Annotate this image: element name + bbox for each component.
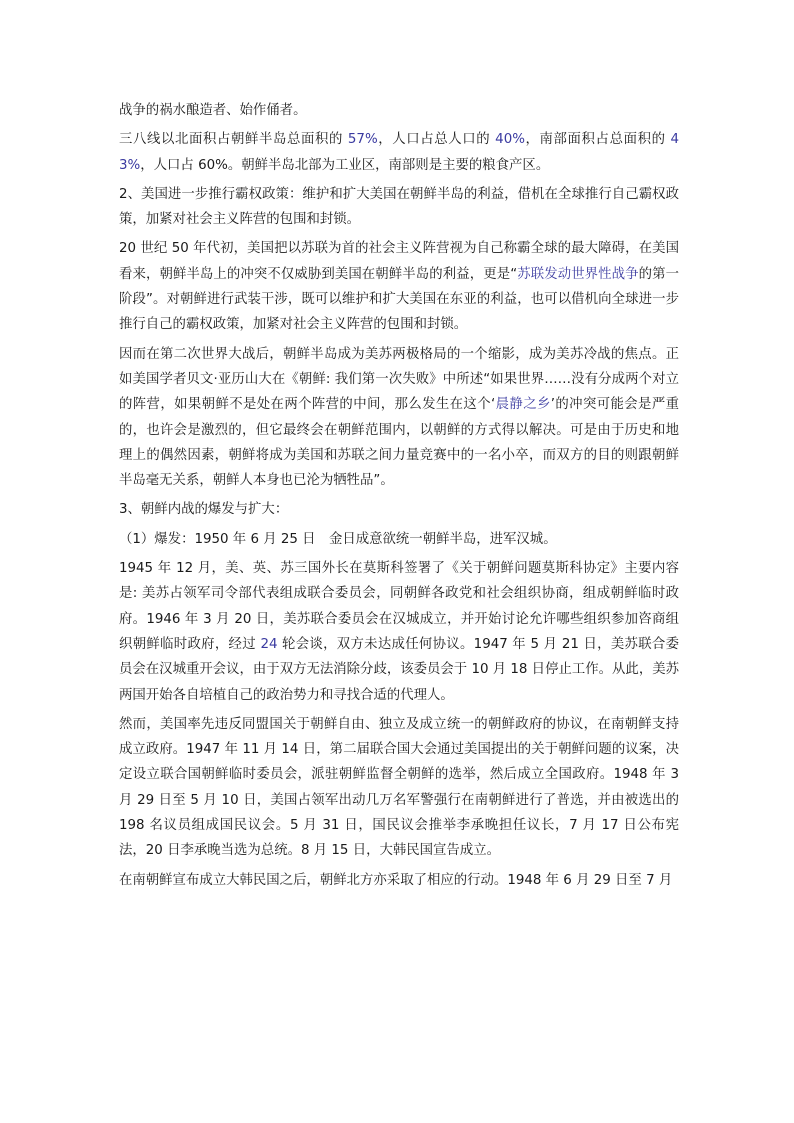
text-segment: ’的冲突可能会是严重的，也许会是激烈的，但它最终会在朝鲜范围内，以朝鲜的方式得以解决。可是由于历史和地理上的偶然因素，朝鲜将成为美国和苏联之间力量竞赛中的一名小卒，而双方的目的则跟朝鲜半岛毫无关系，朝鲜人本身也已沦为牺牲品”。 [119, 397, 679, 489]
paragraph [119, 236, 679, 337]
paragraph [119, 868, 679, 893]
paragraph [119, 182, 679, 233]
text-segment: 20 世纪 50 年代初，美国把以苏联为首的社会主义阵营视为自己称霸全球的最大障碍，在美国看来，朝鲜半岛上的冲突不仅威胁到美国在朝鲜半岛的利益，更是“ [119, 241, 679, 282]
text-segment: 三八线以北面积占朝鲜半岛总面积的 [119, 132, 348, 148]
highlighted-text: 43% [119, 132, 679, 173]
paragraph [119, 497, 679, 522]
document-page [119, 98, 679, 897]
paragraph [119, 127, 679, 178]
text-segment: 3、朝鲜内战的爆发与扩大： [119, 502, 289, 518]
paragraph [119, 527, 679, 552]
text-segment: 在南朝鲜宣布成立大韩民国之后，朝鲜北方亦采取了相应的行动。1948 年 6 月 29 日至 7 月 [119, 872, 673, 888]
text-segment: ，南部面积占总面积的 [524, 132, 671, 148]
text-segment: 战争的祸水酿造者、始作俑者。 [119, 103, 307, 118]
text-segment: 因而在第二次世界大战后，朝鲜半岛成为美苏两极格局的一个缩影，成为美苏冷战的焦点。正如美国学者贝文·亚历山大在《朝鲜: 我们第一次失败》中所述“如果世界……没有分成两个对立的阵营，如果朝鲜不是处在两个阵营的中间，那么发生在这个‘ [119, 346, 679, 413]
paragraph [119, 556, 679, 708]
text-segment: 然而，美国率先违反同盟国关于朝鲜自由、独立及成立统一的朝鲜政府的协议，在南朝鲜支持成立政府。1947 年 11 月 14 日，第二届联合国大会通过美国提出的关于朝鲜问题的议案，决定设立联合国朝鲜临时委员会，派驻朝鲜监督全朝鲜的选举，然后成立全国政府。1948 年 3 月 29 日至 5 月 10 日，美国占领军出动几万名军警强行在南朝鲜进行了普选，并由被选出的 198 名议员组成国民议会。5 月 31 日，国民议会推举李承晚担任议长，7 月 17 日公布宪法，20 日李承晚当选为总统。8 月 15 日，大韩民国宣告成立。 [119, 716, 679, 859]
text-segment: 轮会谈，双方未达成任何协议。1947 年 5 月 21 日，美苏联合委员会在汉城重开会议，由于双方无法消除分歧，该委员会于 10 月 18 日停止工作。从此，美苏两国开始各自培植自己的政治势力和寻找合适的代理人。 [119, 636, 679, 703]
paragraph [119, 98, 679, 123]
paragraph [119, 712, 679, 864]
highlighted-text: 晨静之乡 [495, 397, 551, 413]
text-segment: （1）爆发：1950 年 6 月 25 日 金日成意欲统一朝鲜半岛，进军汉城。 [119, 531, 557, 547]
text-segment: ，人口占总人口的 [377, 132, 496, 148]
highlighted-text: 40% [495, 132, 525, 148]
text-segment: ，人口占 60%。朝鲜半岛北部为工业区，南部则是主要的粮食产区。 [140, 157, 550, 173]
highlighted-text: 苏联发动世界性战争 [517, 266, 639, 282]
text-segment: 2、美国进一步推行霸权政策：维护和扩大美国在朝鲜半岛的利益，借机在全球推行自己霸权政策，加紧对社会主义阵营的包围和封锁。 [119, 186, 679, 228]
highlighted-text: 57% [347, 132, 378, 148]
text-segment: 的第一阶段”。对朝鲜进行武装干涉，既可以维护和扩大美国在东亚的利益，也可以借机向全球进一步推行自己的霸权政策，加紧对社会主义阵营的包围和封锁。 [119, 266, 680, 333]
text-segment: 1945 年 12 月，美、英、苏三国外长在莫斯科签署了《关于朝鲜问题莫斯科协定》主要内容是: 美苏占领军司令部代表组成联合委员会，同朝鲜各政党和社会组织协商，组成朝鲜临时政府。1946 年 3 月 20 日，美苏联合委员会在汉城成立，并开始讨论允许哪些组织参加咨商组织朝鲜临时政府，经过 [119, 561, 679, 652]
paragraph [119, 342, 679, 494]
highlighted-text: 24 [260, 636, 278, 652]
